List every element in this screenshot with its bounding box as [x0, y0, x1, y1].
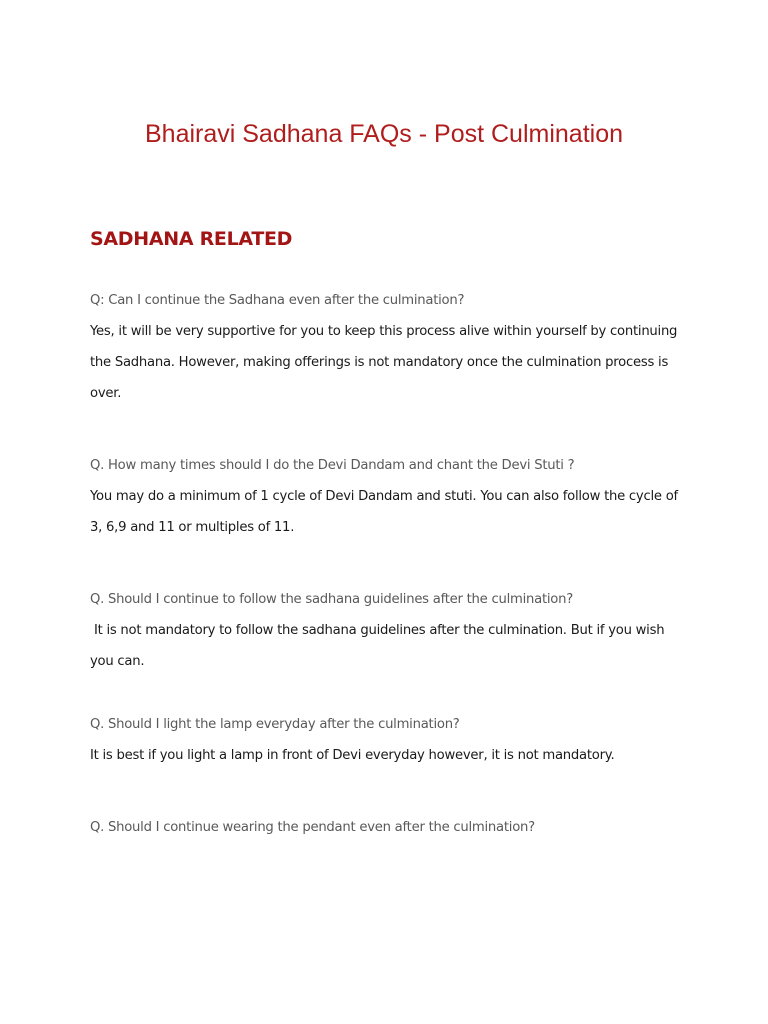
- faq-question: Q. Should I continue wearing the pendant even after the culmination?: [90, 820, 535, 835]
- faq-question: Q. How many times should I do the Devi Dandam and chant the Devi Stuti ?: [90, 458, 575, 473]
- faq-question: Q. Should I light the lamp everyday after the culmination?: [90, 717, 460, 732]
- section-heading: SADHANA RELATED: [90, 228, 293, 250]
- faq-item: [90, 709, 685, 771]
- faq-answer: It is best if you light a lamp in front of Devi everyday however, it is not mandatory.: [90, 748, 615, 763]
- faq-item: [90, 584, 685, 677]
- faq-answer: You may do a minimum of 1 cycle of Devi Dandam and stuti. You can also follow the cycle of 3, 6,9 and 11 or multiples of 11.: [90, 489, 682, 535]
- faq-item: [90, 812, 685, 843]
- faq-answer: Yes, it will be very supportive for you to keep this process alive within yourself by continuing the Sadhana. However, making offerings is not mandatory once the culmination process is over.: [90, 324, 682, 401]
- faq-item: [90, 450, 685, 543]
- faq-question: Q: Can I continue the Sadhana even after the culmination?: [90, 293, 465, 308]
- faq-item: [90, 285, 685, 409]
- document-title: Bhairavi Sadhana FAQs - Post Culmination: [144, 120, 623, 148]
- faq-question: Q. Should I continue to follow the sadhana guidelines after the culmination?: [90, 592, 573, 607]
- faq-answer: It is not mandatory to follow the sadhana guidelines after the culmination. But if you wish you can.: [90, 623, 669, 669]
